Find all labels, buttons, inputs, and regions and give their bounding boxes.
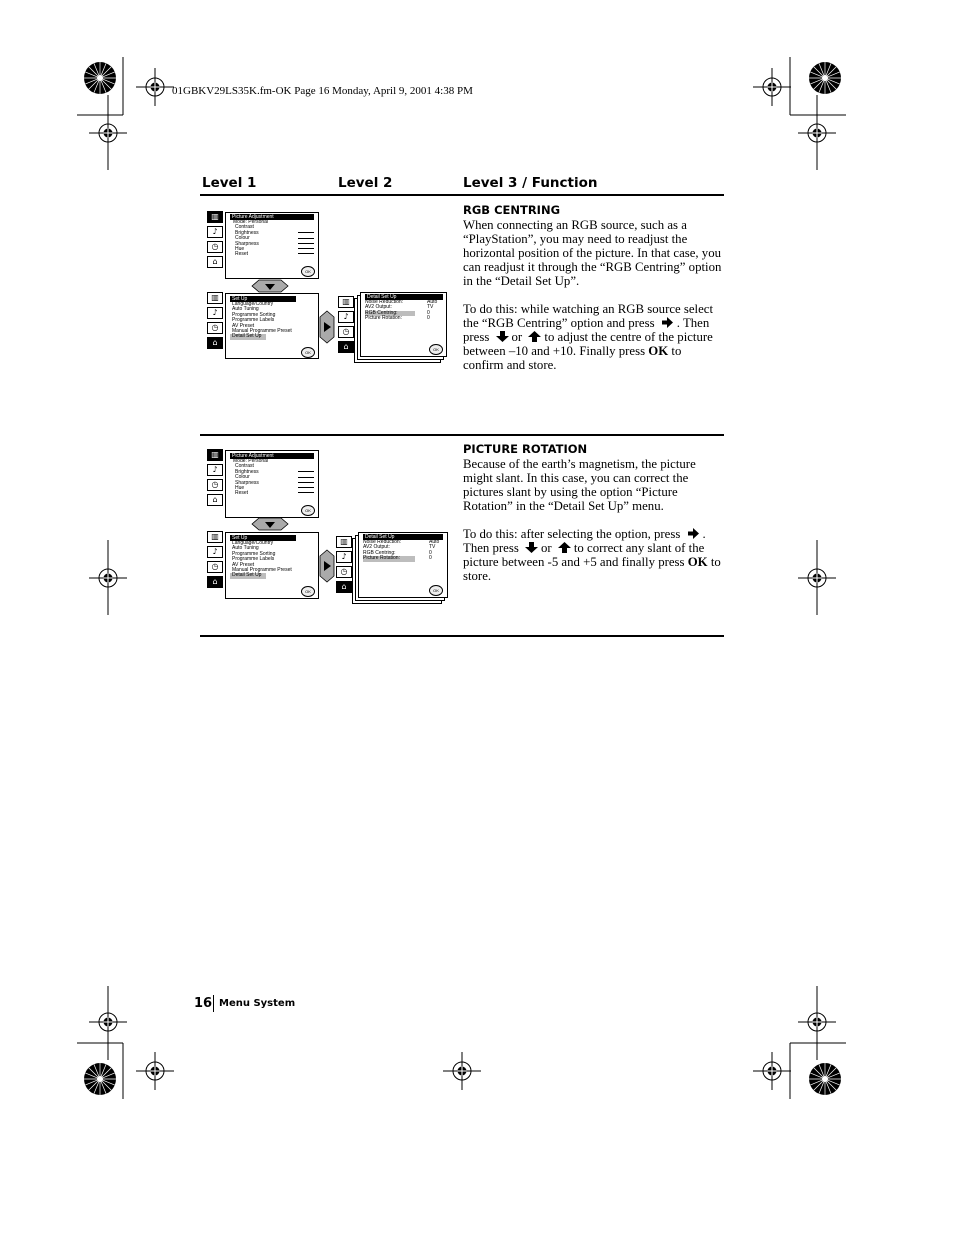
detail-set-up-screen bbox=[358, 532, 448, 598]
menu-item: Sharpness bbox=[235, 479, 259, 486]
row-value: 0 bbox=[427, 309, 430, 316]
toolbox-icon: ⌂ bbox=[207, 576, 223, 588]
menu-item: Language/Country bbox=[232, 301, 274, 307]
ok-button-icon: OK bbox=[429, 585, 443, 596]
sound-note-icon: ♪ bbox=[207, 464, 223, 476]
text-run: To do this: while watching an RGB source select the “RGB Centring” option and press bbox=[463, 302, 714, 330]
slider-hue bbox=[298, 492, 314, 493]
text-run: To do this: after selecting the option, press bbox=[463, 527, 681, 541]
ok-key-label: OK bbox=[687, 555, 708, 569]
set-up-menu bbox=[230, 296, 296, 340]
rgb-centring-text bbox=[463, 203, 725, 372]
section-divider bbox=[200, 635, 724, 637]
ok-key-label: OK bbox=[648, 344, 669, 358]
ok-button-icon: OK bbox=[429, 344, 443, 355]
up-arrow-icon bbox=[528, 331, 541, 342]
sound-note-icon: ♪ bbox=[207, 307, 223, 319]
row-label: AV2 Output: bbox=[363, 544, 390, 551]
paragraph-instructions bbox=[463, 527, 725, 583]
slider-sharpness bbox=[298, 248, 314, 249]
slider-brightness bbox=[298, 477, 314, 478]
menu-item: Auto Tuning bbox=[232, 306, 259, 313]
toolbox-icon: ⌂ bbox=[207, 337, 223, 349]
menu-item: Programme Sorting bbox=[232, 311, 276, 318]
ok-button-icon: OK bbox=[301, 347, 315, 358]
menu-title: Detail Set Up bbox=[363, 534, 443, 540]
row-label: Picture Rotation: bbox=[365, 315, 402, 322]
menu-icon-sidebar bbox=[207, 449, 223, 509]
right-pad-icon bbox=[319, 549, 335, 583]
down-pad-icon bbox=[250, 517, 290, 531]
row-value: 0 bbox=[429, 549, 432, 556]
down-arrow-icon bbox=[525, 542, 538, 553]
row-label: Picture Rotation: bbox=[363, 556, 415, 561]
row-value: TV bbox=[429, 544, 436, 551]
menu-item: Colour bbox=[235, 474, 250, 481]
text-run: to adjust the centre of the picture between –10 and +10. Finally press bbox=[463, 330, 713, 358]
text-run: to store. bbox=[463, 555, 721, 583]
menu-item: Hue bbox=[235, 246, 245, 253]
ok-button-icon: OK bbox=[301, 505, 315, 516]
set-up-screen bbox=[225, 532, 319, 599]
row-value: TV bbox=[427, 304, 434, 311]
section-title: PICTURE ROTATION bbox=[463, 442, 588, 456]
row-value: 0 bbox=[429, 555, 432, 562]
menu-item: Reset bbox=[235, 490, 249, 497]
menu-item: Contrast bbox=[235, 463, 254, 470]
menu-item: Manual Programme Preset bbox=[232, 328, 292, 335]
timer-clock-icon: ◷ bbox=[207, 322, 223, 334]
menu-title: Set Up bbox=[230, 296, 296, 302]
menu-icon-sidebar bbox=[207, 211, 223, 271]
picture-icon: ▥ bbox=[338, 296, 354, 308]
picture-icon: ▥ bbox=[207, 531, 223, 543]
text-run: . Then press bbox=[463, 316, 710, 344]
row-value: 0 bbox=[427, 315, 430, 322]
menu-item: Programme Sorting bbox=[232, 550, 276, 557]
text-run: to confirm and store. bbox=[463, 344, 682, 372]
slider-brightness bbox=[298, 238, 314, 239]
timer-clock-icon: ◷ bbox=[207, 479, 223, 491]
menu-title: Detail Set Up bbox=[365, 294, 443, 300]
timer-clock-icon: ◷ bbox=[207, 241, 223, 253]
menu-item: Sharpness bbox=[235, 240, 259, 247]
menu-icon-sidebar bbox=[207, 292, 223, 352]
sound-note-icon: ♪ bbox=[207, 546, 223, 558]
slider-colour bbox=[298, 243, 314, 244]
picture-rotation-text bbox=[463, 442, 725, 583]
up-arrow-icon bbox=[558, 542, 571, 553]
slider-contrast bbox=[298, 232, 314, 233]
detail-set-up-menu bbox=[365, 294, 443, 322]
toolbox-icon: ⌂ bbox=[207, 256, 223, 268]
menu-icon-sidebar bbox=[336, 536, 352, 596]
row-label: Noise Reduction: bbox=[363, 539, 402, 545]
detail-set-up-screen bbox=[360, 292, 447, 357]
menu-item-selected: Detail Set Up bbox=[230, 334, 266, 339]
menu-item: Programme Labels bbox=[232, 556, 275, 563]
row-value: Auto bbox=[427, 299, 438, 305]
slider-sharpness bbox=[298, 487, 314, 488]
row-value: Auto bbox=[429, 539, 440, 545]
ok-button-icon: OK bbox=[301, 586, 315, 597]
row-label: RGB Centring: bbox=[365, 311, 415, 316]
menu-title: Picture Adjustment bbox=[230, 214, 314, 220]
menu-title: Picture Adjustment bbox=[230, 453, 314, 459]
timer-clock-icon: ◷ bbox=[336, 566, 352, 578]
slider-colour bbox=[298, 482, 314, 483]
picture-adjustment-menu bbox=[230, 453, 314, 497]
slider-hue bbox=[298, 253, 314, 254]
menu-item: Auto Tuning bbox=[232, 545, 259, 552]
menu-row-selected bbox=[363, 556, 443, 561]
column-level2: Level 2 bbox=[338, 175, 393, 191]
menu-title: Set Up bbox=[230, 535, 296, 541]
detail-set-up-menu bbox=[363, 534, 443, 562]
menu-item-selected: Detail Set Up bbox=[230, 573, 266, 578]
footer-section-label: Menu System bbox=[219, 998, 296, 1009]
timer-clock-icon: ◷ bbox=[207, 561, 223, 573]
row-label: RGB Centring: bbox=[363, 549, 396, 556]
menu-item: Brightness bbox=[235, 468, 259, 475]
text-run: or bbox=[541, 541, 552, 555]
sound-note-icon: ♪ bbox=[338, 311, 354, 323]
picture-icon: ▥ bbox=[207, 211, 223, 223]
ok-button-icon: OK bbox=[301, 266, 315, 277]
file-info-line: 01GBKV29LS35K.fm-OK Page 16 Monday, April 9, 2001 4:38 PM bbox=[172, 85, 473, 97]
menu-icon-sidebar bbox=[338, 296, 354, 356]
picture-adjustment-menu bbox=[230, 214, 314, 258]
menu-item: Mode: Personal bbox=[233, 219, 269, 225]
picture-icon: ▥ bbox=[207, 449, 223, 461]
menu-item: Manual Programme Preset bbox=[232, 567, 292, 574]
text-run: . Then press bbox=[463, 527, 706, 555]
column-level3: Level 3 / Function bbox=[463, 175, 598, 191]
row-label: AV2 Output: bbox=[365, 304, 392, 311]
menu-item: Language/Country bbox=[232, 540, 274, 546]
sound-note-icon: ♪ bbox=[207, 226, 223, 238]
menu-row bbox=[365, 316, 443, 321]
menu-item: Contrast bbox=[235, 224, 254, 231]
footer-separator bbox=[213, 995, 214, 1012]
column-level1: Level 1 bbox=[202, 175, 257, 191]
menu-item: Hue bbox=[235, 485, 245, 492]
header-rule bbox=[200, 194, 724, 196]
right-arrow-icon bbox=[661, 317, 674, 328]
text-run: or bbox=[511, 330, 523, 344]
section-divider bbox=[200, 434, 724, 436]
picture-adjustment-screen bbox=[225, 450, 319, 518]
right-pad-icon bbox=[319, 310, 335, 344]
right-arrow-icon bbox=[687, 528, 700, 539]
menu-item: Reset bbox=[235, 251, 249, 258]
paragraph-instructions bbox=[463, 302, 725, 372]
menu-item: Colour bbox=[235, 235, 250, 242]
menu-item: AV Preset bbox=[232, 561, 255, 568]
menu-icon-sidebar bbox=[207, 531, 223, 591]
slider-contrast bbox=[298, 471, 314, 472]
down-pad-icon bbox=[250, 279, 290, 293]
text-run: to correct any slant of the picture between -5 and +5 and finally press bbox=[463, 541, 705, 569]
picture-adjustment-screen bbox=[225, 212, 319, 279]
menu-item: AV Preset bbox=[232, 322, 255, 329]
paragraph: Because of the earth’s magnetism, the picture might slant. In this case, you can correct the pictures slant by using the option “Picture Rotation” in the “Detail Set Up” menu. bbox=[463, 457, 696, 513]
timer-clock-icon: ◷ bbox=[338, 326, 354, 338]
row-label: Noise Reduction: bbox=[365, 299, 404, 305]
toolbox-icon: ⌂ bbox=[336, 581, 352, 593]
set-up-menu bbox=[230, 535, 296, 579]
paragraph: When connecting an RGB source, such as a “PlayStation”, you may need to readjust the horizontal position of the picture. In that case, you can readjust it through the “RGB Centring” option in the “Detail Set Up”. bbox=[463, 218, 722, 288]
page-number: 16 bbox=[194, 996, 213, 1011]
section-title: RGB CENTRING bbox=[463, 203, 561, 217]
picture-icon: ▥ bbox=[207, 292, 223, 304]
toolbox-icon: ⌂ bbox=[207, 494, 223, 506]
menu-item: Brightness bbox=[235, 229, 259, 236]
menu-item: Programme Labels bbox=[232, 317, 275, 324]
set-up-screen bbox=[225, 293, 319, 359]
down-arrow-icon bbox=[496, 331, 509, 342]
picture-icon: ▥ bbox=[336, 536, 352, 548]
sound-note-icon: ♪ bbox=[336, 551, 352, 563]
toolbox-icon: ⌂ bbox=[338, 341, 354, 353]
menu-item: Mode: Personal bbox=[233, 458, 269, 464]
